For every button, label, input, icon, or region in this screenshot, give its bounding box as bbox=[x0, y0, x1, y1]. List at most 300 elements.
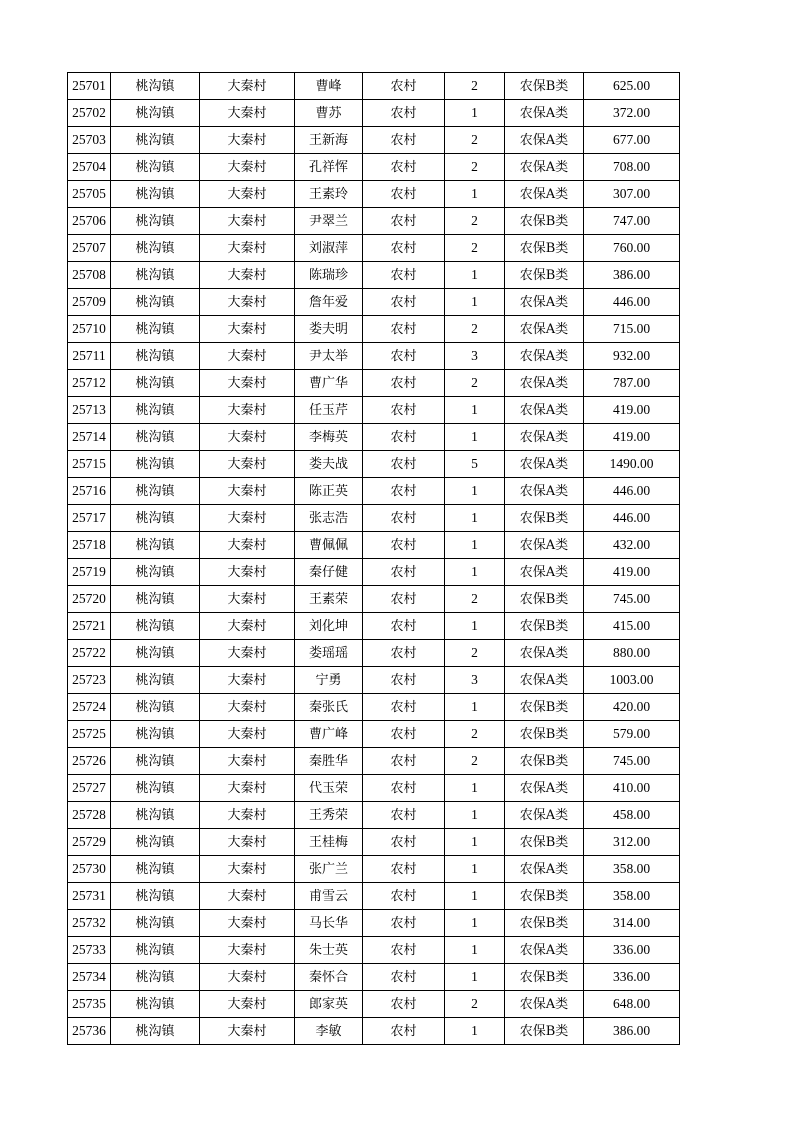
people-count-cell: 1 bbox=[445, 775, 505, 802]
household-type-cell: 农村 bbox=[363, 775, 445, 802]
household-type-cell: 农村 bbox=[363, 829, 445, 856]
people-count-cell: 2 bbox=[445, 235, 505, 262]
amount-cell: 446.00 bbox=[584, 289, 680, 316]
household-type-cell: 农村 bbox=[363, 451, 445, 478]
record-id-cell: 25707 bbox=[68, 235, 111, 262]
town-cell: 桃沟镇 bbox=[111, 505, 200, 532]
insurance-class-cell: 农保B类 bbox=[505, 694, 584, 721]
household-type-cell: 农村 bbox=[363, 694, 445, 721]
name-cell: 秦张氏 bbox=[295, 694, 363, 721]
people-count-cell: 1 bbox=[445, 424, 505, 451]
people-count-cell: 1 bbox=[445, 505, 505, 532]
table-row bbox=[68, 1018, 680, 1045]
table-row bbox=[68, 910, 680, 937]
people-count-cell: 1 bbox=[445, 397, 505, 424]
people-count-cell: 2 bbox=[445, 208, 505, 235]
data-table bbox=[67, 72, 680, 1045]
household-type-cell: 农村 bbox=[363, 262, 445, 289]
household-type-cell: 农村 bbox=[363, 100, 445, 127]
name-cell: 任玉芹 bbox=[295, 397, 363, 424]
town-cell: 桃沟镇 bbox=[111, 694, 200, 721]
village-cell: 大秦村 bbox=[200, 181, 295, 208]
people-count-cell: 3 bbox=[445, 667, 505, 694]
table-row bbox=[68, 748, 680, 775]
insurance-class-cell: 农保B类 bbox=[505, 586, 584, 613]
village-cell: 大秦村 bbox=[200, 505, 295, 532]
people-count-cell: 1 bbox=[445, 937, 505, 964]
insurance-class-cell: 农保B类 bbox=[505, 883, 584, 910]
insurance-class-cell: 农保B类 bbox=[505, 1018, 584, 1045]
name-cell: 尹太举 bbox=[295, 343, 363, 370]
village-cell: 大秦村 bbox=[200, 775, 295, 802]
insurance-class-cell: 农保A类 bbox=[505, 937, 584, 964]
household-type-cell: 农村 bbox=[363, 613, 445, 640]
amount-cell: 446.00 bbox=[584, 505, 680, 532]
village-cell: 大秦村 bbox=[200, 208, 295, 235]
household-type-cell: 农村 bbox=[363, 1018, 445, 1045]
name-cell: 张志浩 bbox=[295, 505, 363, 532]
town-cell: 桃沟镇 bbox=[111, 127, 200, 154]
amount-cell: 579.00 bbox=[584, 721, 680, 748]
table-row bbox=[68, 505, 680, 532]
household-type-cell: 农村 bbox=[363, 505, 445, 532]
town-cell: 桃沟镇 bbox=[111, 208, 200, 235]
village-cell: 大秦村 bbox=[200, 856, 295, 883]
people-count-cell: 1 bbox=[445, 883, 505, 910]
household-type-cell: 农村 bbox=[363, 910, 445, 937]
record-id-cell: 25717 bbox=[68, 505, 111, 532]
household-type-cell: 农村 bbox=[363, 154, 445, 181]
table-row bbox=[68, 856, 680, 883]
insurance-class-cell: 农保A类 bbox=[505, 289, 584, 316]
table-row bbox=[68, 829, 680, 856]
record-id-cell: 25713 bbox=[68, 397, 111, 424]
record-id-cell: 25711 bbox=[68, 343, 111, 370]
table-row bbox=[68, 154, 680, 181]
village-cell: 大秦村 bbox=[200, 640, 295, 667]
record-id-cell: 25720 bbox=[68, 586, 111, 613]
record-id-cell: 25730 bbox=[68, 856, 111, 883]
table-row bbox=[68, 289, 680, 316]
name-cell: 马长华 bbox=[295, 910, 363, 937]
record-id-cell: 25704 bbox=[68, 154, 111, 181]
insurance-class-cell: 农保A类 bbox=[505, 775, 584, 802]
insurance-class-cell: 农保B类 bbox=[505, 910, 584, 937]
village-cell: 大秦村 bbox=[200, 613, 295, 640]
amount-cell: 880.00 bbox=[584, 640, 680, 667]
insurance-class-cell: 农保A类 bbox=[505, 316, 584, 343]
name-cell: 秦胜华 bbox=[295, 748, 363, 775]
household-type-cell: 农村 bbox=[363, 883, 445, 910]
name-cell: 刘淑萍 bbox=[295, 235, 363, 262]
town-cell: 桃沟镇 bbox=[111, 262, 200, 289]
amount-cell: 458.00 bbox=[584, 802, 680, 829]
town-cell: 桃沟镇 bbox=[111, 910, 200, 937]
village-cell: 大秦村 bbox=[200, 694, 295, 721]
village-cell: 大秦村 bbox=[200, 424, 295, 451]
record-id-cell: 25726 bbox=[68, 748, 111, 775]
village-cell: 大秦村 bbox=[200, 586, 295, 613]
name-cell: 娄夫明 bbox=[295, 316, 363, 343]
town-cell: 桃沟镇 bbox=[111, 451, 200, 478]
village-cell: 大秦村 bbox=[200, 154, 295, 181]
town-cell: 桃沟镇 bbox=[111, 829, 200, 856]
name-cell: 曹苏 bbox=[295, 100, 363, 127]
town-cell: 桃沟镇 bbox=[111, 235, 200, 262]
people-count-cell: 2 bbox=[445, 586, 505, 613]
name-cell: 王桂梅 bbox=[295, 829, 363, 856]
table-row bbox=[68, 100, 680, 127]
insurance-class-cell: 农保A类 bbox=[505, 559, 584, 586]
household-type-cell: 农村 bbox=[363, 559, 445, 586]
village-cell: 大秦村 bbox=[200, 1018, 295, 1045]
amount-cell: 419.00 bbox=[584, 559, 680, 586]
name-cell: 李梅英 bbox=[295, 424, 363, 451]
village-cell: 大秦村 bbox=[200, 127, 295, 154]
name-cell: 甫雪云 bbox=[295, 883, 363, 910]
insurance-class-cell: 农保A类 bbox=[505, 424, 584, 451]
insurance-class-cell: 农保A类 bbox=[505, 478, 584, 505]
town-cell: 桃沟镇 bbox=[111, 154, 200, 181]
town-cell: 桃沟镇 bbox=[111, 775, 200, 802]
name-cell: 曹广华 bbox=[295, 370, 363, 397]
town-cell: 桃沟镇 bbox=[111, 667, 200, 694]
town-cell: 桃沟镇 bbox=[111, 586, 200, 613]
village-cell: 大秦村 bbox=[200, 559, 295, 586]
village-cell: 大秦村 bbox=[200, 73, 295, 100]
insurance-class-cell: 农保B类 bbox=[505, 73, 584, 100]
amount-cell: 386.00 bbox=[584, 262, 680, 289]
town-cell: 桃沟镇 bbox=[111, 640, 200, 667]
table-row bbox=[68, 451, 680, 478]
name-cell: 代玉荣 bbox=[295, 775, 363, 802]
town-cell: 桃沟镇 bbox=[111, 289, 200, 316]
people-count-cell: 1 bbox=[445, 181, 505, 208]
record-id-cell: 25702 bbox=[68, 100, 111, 127]
town-cell: 桃沟镇 bbox=[111, 883, 200, 910]
village-cell: 大秦村 bbox=[200, 100, 295, 127]
amount-cell: 336.00 bbox=[584, 964, 680, 991]
insurance-class-cell: 农保A类 bbox=[505, 154, 584, 181]
name-cell: 秦仔健 bbox=[295, 559, 363, 586]
amount-cell: 358.00 bbox=[584, 856, 680, 883]
town-cell: 桃沟镇 bbox=[111, 991, 200, 1018]
amount-cell: 1003.00 bbox=[584, 667, 680, 694]
people-count-cell: 3 bbox=[445, 343, 505, 370]
village-cell: 大秦村 bbox=[200, 370, 295, 397]
table-row bbox=[68, 991, 680, 1018]
name-cell: 刘化坤 bbox=[295, 613, 363, 640]
amount-cell: 336.00 bbox=[584, 937, 680, 964]
record-id-cell: 25736 bbox=[68, 1018, 111, 1045]
town-cell: 桃沟镇 bbox=[111, 613, 200, 640]
amount-cell: 358.00 bbox=[584, 883, 680, 910]
record-id-cell: 25722 bbox=[68, 640, 111, 667]
household-type-cell: 农村 bbox=[363, 424, 445, 451]
people-count-cell: 2 bbox=[445, 316, 505, 343]
name-cell: 王素荣 bbox=[295, 586, 363, 613]
amount-cell: 760.00 bbox=[584, 235, 680, 262]
people-count-cell: 1 bbox=[445, 262, 505, 289]
name-cell: 秦怀合 bbox=[295, 964, 363, 991]
town-cell: 桃沟镇 bbox=[111, 721, 200, 748]
town-cell: 桃沟镇 bbox=[111, 937, 200, 964]
household-type-cell: 农村 bbox=[363, 640, 445, 667]
household-type-cell: 农村 bbox=[363, 343, 445, 370]
name-cell: 李敏 bbox=[295, 1018, 363, 1045]
insurance-class-cell: 农保B类 bbox=[505, 208, 584, 235]
amount-cell: 372.00 bbox=[584, 100, 680, 127]
town-cell: 桃沟镇 bbox=[111, 964, 200, 991]
amount-cell: 787.00 bbox=[584, 370, 680, 397]
name-cell: 郎家英 bbox=[295, 991, 363, 1018]
people-count-cell: 1 bbox=[445, 613, 505, 640]
people-count-cell: 2 bbox=[445, 721, 505, 748]
people-count-cell: 1 bbox=[445, 829, 505, 856]
village-cell: 大秦村 bbox=[200, 991, 295, 1018]
record-id-cell: 25701 bbox=[68, 73, 111, 100]
table-row bbox=[68, 370, 680, 397]
town-cell: 桃沟镇 bbox=[111, 397, 200, 424]
insurance-class-cell: 农保B类 bbox=[505, 748, 584, 775]
table-row bbox=[68, 532, 680, 559]
amount-cell: 410.00 bbox=[584, 775, 680, 802]
record-id-cell: 25731 bbox=[68, 883, 111, 910]
people-count-cell: 1 bbox=[445, 910, 505, 937]
insurance-class-cell: 农保B类 bbox=[505, 964, 584, 991]
amount-cell: 415.00 bbox=[584, 613, 680, 640]
insurance-class-cell: 农保B类 bbox=[505, 613, 584, 640]
insurance-class-cell: 农保B类 bbox=[505, 505, 584, 532]
record-id-cell: 25723 bbox=[68, 667, 111, 694]
household-type-cell: 农村 bbox=[363, 478, 445, 505]
village-cell: 大秦村 bbox=[200, 937, 295, 964]
table-row bbox=[68, 964, 680, 991]
amount-cell: 932.00 bbox=[584, 343, 680, 370]
village-cell: 大秦村 bbox=[200, 289, 295, 316]
amount-cell: 648.00 bbox=[584, 991, 680, 1018]
village-cell: 大秦村 bbox=[200, 667, 295, 694]
village-cell: 大秦村 bbox=[200, 721, 295, 748]
record-id-cell: 25724 bbox=[68, 694, 111, 721]
village-cell: 大秦村 bbox=[200, 451, 295, 478]
record-id-cell: 25712 bbox=[68, 370, 111, 397]
people-count-cell: 1 bbox=[445, 1018, 505, 1045]
insurance-class-cell: 农保A类 bbox=[505, 370, 584, 397]
town-cell: 桃沟镇 bbox=[111, 559, 200, 586]
village-cell: 大秦村 bbox=[200, 397, 295, 424]
people-count-cell: 2 bbox=[445, 640, 505, 667]
amount-cell: 1490.00 bbox=[584, 451, 680, 478]
village-cell: 大秦村 bbox=[200, 235, 295, 262]
people-count-cell: 2 bbox=[445, 154, 505, 181]
table-row bbox=[68, 73, 680, 100]
amount-cell: 312.00 bbox=[584, 829, 680, 856]
record-id-cell: 25716 bbox=[68, 478, 111, 505]
table-row bbox=[68, 397, 680, 424]
table-row bbox=[68, 721, 680, 748]
village-cell: 大秦村 bbox=[200, 478, 295, 505]
people-count-cell: 1 bbox=[445, 694, 505, 721]
town-cell: 桃沟镇 bbox=[111, 748, 200, 775]
amount-cell: 747.00 bbox=[584, 208, 680, 235]
name-cell: 宁勇 bbox=[295, 667, 363, 694]
amount-cell: 419.00 bbox=[584, 397, 680, 424]
name-cell: 张广兰 bbox=[295, 856, 363, 883]
record-id-cell: 25729 bbox=[68, 829, 111, 856]
village-cell: 大秦村 bbox=[200, 316, 295, 343]
record-id-cell: 25718 bbox=[68, 532, 111, 559]
name-cell: 娄瑶瑶 bbox=[295, 640, 363, 667]
insurance-class-cell: 农保A类 bbox=[505, 667, 584, 694]
name-cell: 陈正英 bbox=[295, 478, 363, 505]
people-count-cell: 1 bbox=[445, 964, 505, 991]
amount-cell: 419.00 bbox=[584, 424, 680, 451]
people-count-cell: 1 bbox=[445, 532, 505, 559]
amount-cell: 625.00 bbox=[584, 73, 680, 100]
town-cell: 桃沟镇 bbox=[111, 370, 200, 397]
insurance-class-cell: 农保A类 bbox=[505, 856, 584, 883]
household-type-cell: 农村 bbox=[363, 235, 445, 262]
people-count-cell: 1 bbox=[445, 100, 505, 127]
town-cell: 桃沟镇 bbox=[111, 856, 200, 883]
insurance-class-cell: 农保B类 bbox=[505, 262, 584, 289]
record-id-cell: 25714 bbox=[68, 424, 111, 451]
household-type-cell: 农村 bbox=[363, 586, 445, 613]
name-cell: 曹佩佩 bbox=[295, 532, 363, 559]
insurance-class-cell: 农保A类 bbox=[505, 181, 584, 208]
town-cell: 桃沟镇 bbox=[111, 73, 200, 100]
amount-cell: 677.00 bbox=[584, 127, 680, 154]
table-row bbox=[68, 775, 680, 802]
record-id-cell: 25708 bbox=[68, 262, 111, 289]
insurance-class-cell: 农保A类 bbox=[505, 127, 584, 154]
name-cell: 曹广峰 bbox=[295, 721, 363, 748]
town-cell: 桃沟镇 bbox=[111, 424, 200, 451]
village-cell: 大秦村 bbox=[200, 262, 295, 289]
household-type-cell: 农村 bbox=[363, 802, 445, 829]
table-row bbox=[68, 181, 680, 208]
insurance-class-cell: 农保B类 bbox=[505, 721, 584, 748]
household-type-cell: 农村 bbox=[363, 856, 445, 883]
household-type-cell: 农村 bbox=[363, 208, 445, 235]
record-id-cell: 25721 bbox=[68, 613, 111, 640]
record-id-cell: 25719 bbox=[68, 559, 111, 586]
name-cell: 詹年爱 bbox=[295, 289, 363, 316]
amount-cell: 307.00 bbox=[584, 181, 680, 208]
table-row bbox=[68, 883, 680, 910]
town-cell: 桃沟镇 bbox=[111, 343, 200, 370]
table-row bbox=[68, 640, 680, 667]
people-count-cell: 1 bbox=[445, 478, 505, 505]
people-count-cell: 1 bbox=[445, 856, 505, 883]
record-id-cell: 25734 bbox=[68, 964, 111, 991]
household-type-cell: 农村 bbox=[363, 181, 445, 208]
name-cell: 陈瑞珍 bbox=[295, 262, 363, 289]
household-type-cell: 农村 bbox=[363, 370, 445, 397]
town-cell: 桃沟镇 bbox=[111, 478, 200, 505]
insurance-class-cell: 农保A类 bbox=[505, 100, 584, 127]
record-id-cell: 25710 bbox=[68, 316, 111, 343]
household-type-cell: 农村 bbox=[363, 127, 445, 154]
amount-cell: 420.00 bbox=[584, 694, 680, 721]
insurance-class-cell: 农保A类 bbox=[505, 640, 584, 667]
people-count-cell: 2 bbox=[445, 748, 505, 775]
table-row bbox=[68, 667, 680, 694]
village-cell: 大秦村 bbox=[200, 910, 295, 937]
amount-cell: 708.00 bbox=[584, 154, 680, 181]
amount-cell: 715.00 bbox=[584, 316, 680, 343]
name-cell: 尹翠兰 bbox=[295, 208, 363, 235]
table-row bbox=[68, 424, 680, 451]
people-count-cell: 1 bbox=[445, 802, 505, 829]
town-cell: 桃沟镇 bbox=[111, 100, 200, 127]
insurance-class-cell: 农保B类 bbox=[505, 829, 584, 856]
table-row bbox=[68, 478, 680, 505]
record-id-cell: 25706 bbox=[68, 208, 111, 235]
record-id-cell: 25728 bbox=[68, 802, 111, 829]
town-cell: 桃沟镇 bbox=[111, 1018, 200, 1045]
household-type-cell: 农村 bbox=[363, 316, 445, 343]
record-id-cell: 25735 bbox=[68, 991, 111, 1018]
town-cell: 桃沟镇 bbox=[111, 181, 200, 208]
table-row bbox=[68, 559, 680, 586]
insurance-class-cell: 农保A类 bbox=[505, 343, 584, 370]
insurance-class-cell: 农保A类 bbox=[505, 397, 584, 424]
insurance-class-cell: 农保A类 bbox=[505, 451, 584, 478]
town-cell: 桃沟镇 bbox=[111, 316, 200, 343]
village-cell: 大秦村 bbox=[200, 532, 295, 559]
household-type-cell: 农村 bbox=[363, 937, 445, 964]
name-cell: 娄夫战 bbox=[295, 451, 363, 478]
table-body bbox=[68, 73, 680, 1045]
table-row bbox=[68, 235, 680, 262]
record-id-cell: 25703 bbox=[68, 127, 111, 154]
insurance-class-cell: 农保A类 bbox=[505, 802, 584, 829]
household-type-cell: 农村 bbox=[363, 397, 445, 424]
insurance-class-cell: 农保B类 bbox=[505, 235, 584, 262]
amount-cell: 745.00 bbox=[584, 748, 680, 775]
town-cell: 桃沟镇 bbox=[111, 802, 200, 829]
household-type-cell: 农村 bbox=[363, 532, 445, 559]
village-cell: 大秦村 bbox=[200, 343, 295, 370]
town-cell: 桃沟镇 bbox=[111, 532, 200, 559]
record-id-cell: 25725 bbox=[68, 721, 111, 748]
household-type-cell: 农村 bbox=[363, 667, 445, 694]
name-cell: 曹峰 bbox=[295, 73, 363, 100]
people-count-cell: 5 bbox=[445, 451, 505, 478]
table-row bbox=[68, 694, 680, 721]
record-id-cell: 25732 bbox=[68, 910, 111, 937]
table-row bbox=[68, 343, 680, 370]
people-count-cell: 2 bbox=[445, 127, 505, 154]
name-cell: 王秀荣 bbox=[295, 802, 363, 829]
household-type-cell: 农村 bbox=[363, 721, 445, 748]
people-count-cell: 2 bbox=[445, 991, 505, 1018]
amount-cell: 446.00 bbox=[584, 478, 680, 505]
record-id-cell: 25709 bbox=[68, 289, 111, 316]
name-cell: 朱士英 bbox=[295, 937, 363, 964]
amount-cell: 386.00 bbox=[584, 1018, 680, 1045]
name-cell: 王素玲 bbox=[295, 181, 363, 208]
table-row bbox=[68, 208, 680, 235]
record-id-cell: 25727 bbox=[68, 775, 111, 802]
people-count-cell: 1 bbox=[445, 559, 505, 586]
village-cell: 大秦村 bbox=[200, 802, 295, 829]
village-cell: 大秦村 bbox=[200, 829, 295, 856]
table-row bbox=[68, 613, 680, 640]
table-row bbox=[68, 127, 680, 154]
